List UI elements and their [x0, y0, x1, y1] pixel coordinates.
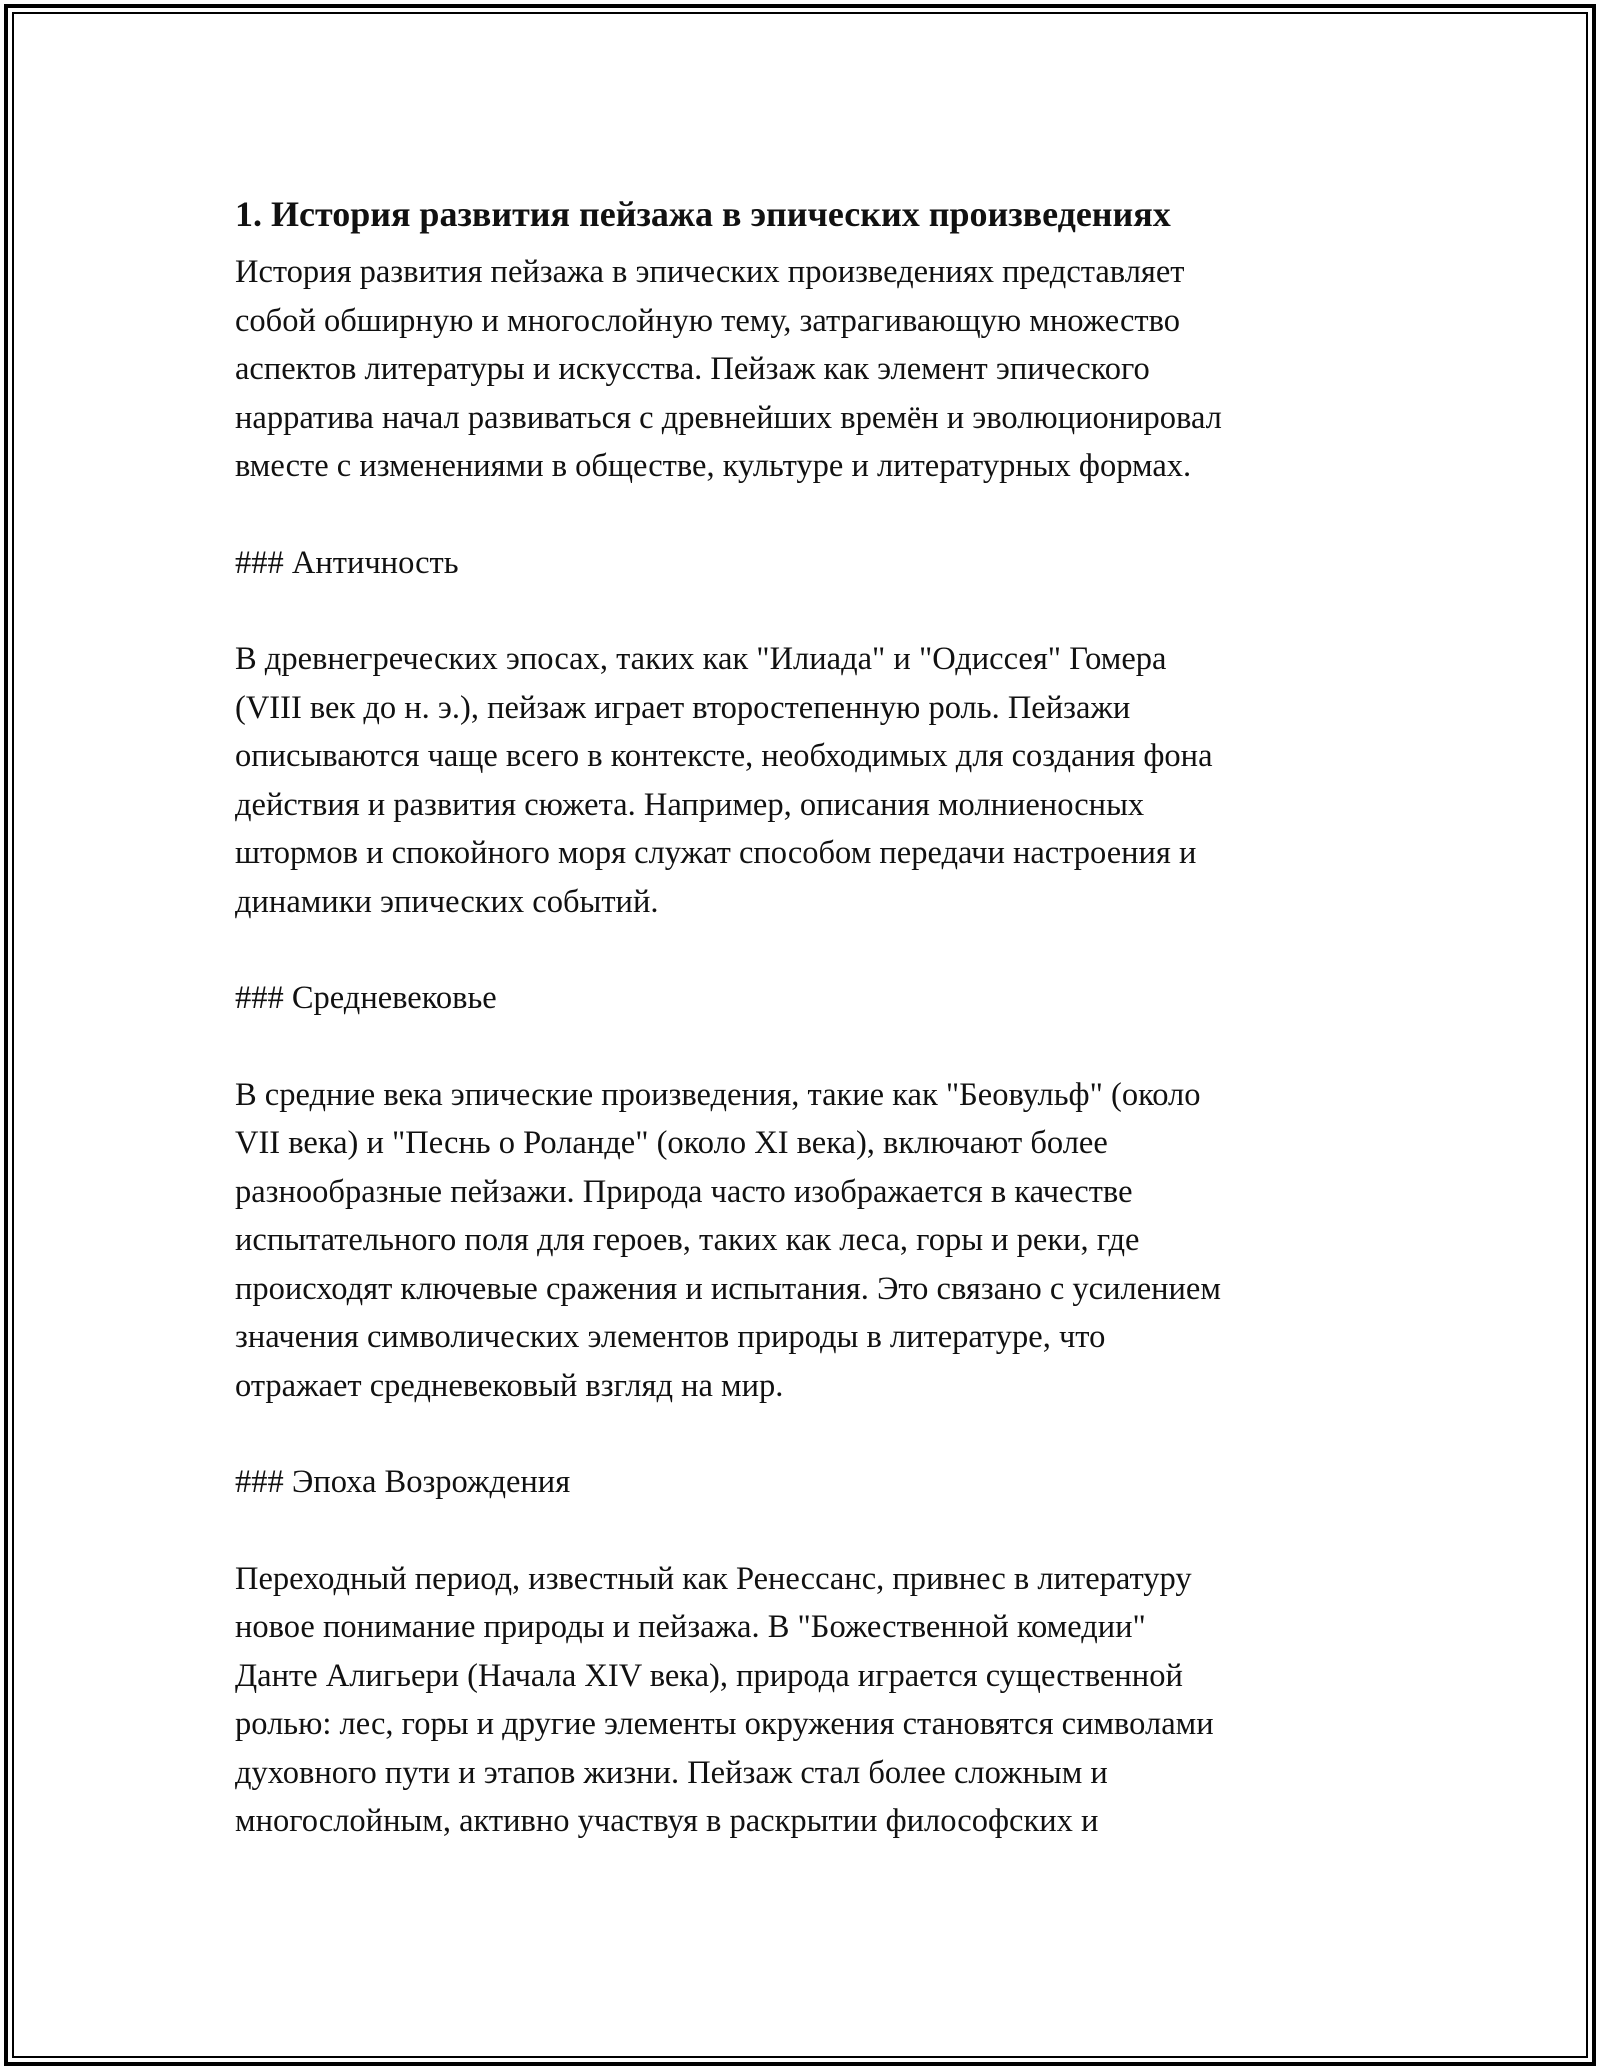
- document-body: [235, 186, 1370, 1894]
- paragraph-line: собой обширную и многослойную тему, затрагивающую множество: [235, 302, 1180, 339]
- section-subheading: ### Античность: [235, 544, 459, 581]
- section-subheading: ### Средневековье: [235, 980, 497, 1016]
- paragraph-line: происходят ключевые сражения и испытания. Это связано с усилением: [235, 1270, 1221, 1307]
- paragraph-line: значения символических элементов природы в литературе, что: [235, 1319, 1106, 1355]
- paragraph-line: Переходный период, известный как Ренессанс, привнес в литературу: [235, 1560, 1192, 1597]
- paragraph-line: В средние века эпические произведения, такие как "Беовульф" (около: [235, 1076, 1201, 1113]
- document-title: 1. История развития пейзажа в эпических произведениях: [235, 194, 1171, 234]
- paragraph-line: ролью: лес, горы и другие элементы окружения становятся символами: [235, 1706, 1214, 1742]
- body-paragraph: [235, 635, 1370, 926]
- paragraph-line: отражает средневековый взгляд на мир.: [235, 1367, 784, 1404]
- paragraph-line: испытательного поля для героев, таких как леса, горы и реки, где: [235, 1222, 1140, 1258]
- paragraph-line: (VIII век до н. э.), пейзаж играет второстепенную роль. Пейзажи: [235, 689, 1131, 726]
- section-subheading: ### Эпоха Возрождения: [235, 1464, 571, 1500]
- paragraph-line: динамики эпических событий.: [235, 883, 659, 920]
- paragraph-line: штормов и спокойного моря служат способом передачи настроения и: [235, 835, 1197, 871]
- body-paragraph: [235, 1071, 1370, 1411]
- paragraph-line: действия и развития сюжета. Например, описания молниеносных: [235, 786, 1145, 823]
- paragraph-line: описываются чаще всего в контексте, необходимых для создания фона: [235, 738, 1213, 774]
- paragraph-line: История развития пейзажа в эпических произведениях представляет: [235, 254, 1185, 290]
- paragraph-line: В древнегреческих эпосах, таких как "Илиада" и "Одиссея" Гомера: [235, 641, 1167, 677]
- paragraph-line: Данте Алигьери (Начала XIV века), природа играется существенной: [235, 1657, 1183, 1694]
- paragraph-line: вместе с изменениями в обществе, культуре и литературных формах.: [235, 448, 1192, 484]
- paragraph-line: новое понимание природы и пейзажа. В "Божественной комедии": [235, 1609, 1146, 1645]
- paragraph-line: VII века) и "Песнь о Роланде" (около XI века), включают более: [235, 1125, 1108, 1161]
- body-paragraph: [235, 248, 1370, 491]
- paragraph-line: аспектов литературы и искусства. Пейзаж как элемент эпического: [235, 351, 1150, 387]
- paragraph-line: нарратива начал развиваться с древнейших времён и эволюционировал: [235, 399, 1222, 436]
- paragraph-line: разнообразные пейзажи. Природа часто изображается в качестве: [235, 1173, 1133, 1210]
- paragraph-line: духовного пути и этапов жизни. Пейзаж стал более сложным и: [235, 1754, 1108, 1791]
- paragraph-line: многослойным, активно участвуя в раскрытии философских и: [235, 1803, 1099, 1839]
- body-paragraph: [235, 1555, 1370, 1846]
